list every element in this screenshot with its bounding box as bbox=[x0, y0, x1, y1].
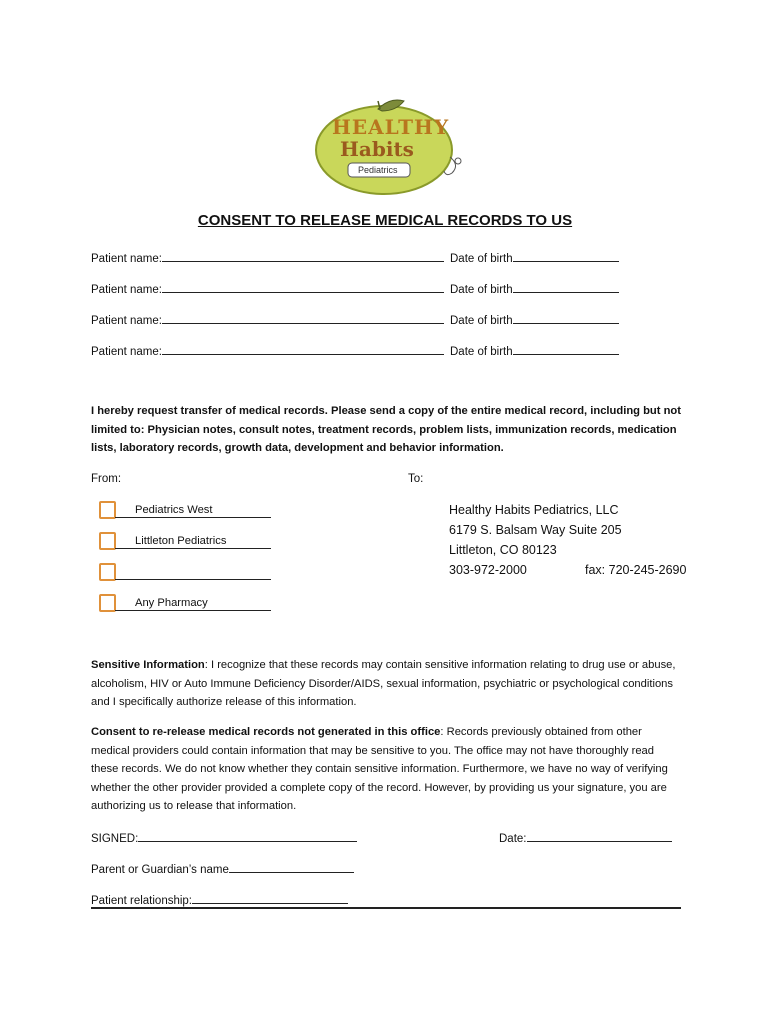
relationship-label: Patient relationship: bbox=[91, 895, 193, 907]
logo-text-habits: Habits bbox=[340, 137, 414, 161]
patient-row bbox=[91, 250, 444, 266]
patient-name-field[interactable] bbox=[162, 281, 444, 293]
to-street: 6179 S. Balsam Way Suite 205 bbox=[449, 523, 622, 537]
patient-dob bbox=[450, 250, 619, 266]
guardian-name-field[interactable] bbox=[229, 861, 354, 873]
from-checkbox-any-pharmacy[interactable] bbox=[99, 594, 116, 612]
patient-row bbox=[91, 312, 444, 328]
dob-field[interactable] bbox=[513, 312, 619, 324]
patient-name-field[interactable] bbox=[162, 343, 444, 355]
patient-dob bbox=[450, 281, 619, 297]
from-option-label: Littleton Pediatrics bbox=[135, 535, 227, 547]
request-paragraph: I hereby request transfer of medical records. Please send a copy of the entire medical record, including but not limited to: Physician notes, consult notes, treatment records, problem lists, immunization records, medication lists, laboratory records, growth data, development and behavior information. bbox=[91, 405, 681, 454]
logo-text-healthy: HEALTHY bbox=[332, 115, 450, 139]
date-label: Date: bbox=[499, 833, 527, 845]
sensitive-paragraph bbox=[91, 656, 681, 712]
from-option bbox=[115, 534, 271, 549]
logo-text-pediatrics: Pediatrics bbox=[358, 165, 398, 175]
dob-field[interactable] bbox=[513, 343, 619, 355]
page-title: CONSENT TO RELEASE MEDICAL RECORDS TO US bbox=[197, 212, 573, 229]
date-field[interactable] bbox=[527, 830, 672, 842]
date-row bbox=[499, 830, 672, 846]
rerelease-body: : Records previously obtained from other medical providers could contain information that may be sensitive to you. The office may not have thoroughly read these records. We do not know whether they contain sensitive information. Furthermore, we have no way of verifying whether the other provider provided a complete copy of the record. However, by providing us your signature, you are authorizing us to release that information. bbox=[91, 726, 668, 812]
sensitive-body: : I recognize that these records may contain sensitive information relating to drug use or abuse, alcoholism, HIV or Auto Immune Deficiency Disorder/AIDS, sexual information, psychiatric or psychological conditions and I specifically authorize release of this information. bbox=[91, 659, 676, 708]
rerelease-paragraph bbox=[91, 723, 681, 816]
from-option bbox=[115, 503, 271, 518]
dob-label: Date of birth bbox=[450, 253, 513, 265]
guardian-label: Parent or Guardian’s name bbox=[91, 864, 229, 876]
signed-label: SIGNED: bbox=[91, 833, 139, 845]
from-checkbox-pediatrics-west[interactable] bbox=[99, 501, 116, 519]
guardian-row bbox=[91, 861, 354, 877]
dob-label: Date of birth bbox=[450, 284, 513, 296]
patient-name-label: Patient name: bbox=[91, 284, 162, 296]
signed-row bbox=[91, 830, 357, 846]
from-label: From: bbox=[91, 473, 122, 485]
to-label: To: bbox=[408, 473, 424, 485]
from-option-label: Any Pharmacy bbox=[135, 597, 208, 609]
patient-dob bbox=[450, 343, 619, 359]
from-option bbox=[115, 596, 271, 611]
relationship-row bbox=[91, 892, 348, 908]
patient-name-label: Patient name: bbox=[91, 253, 162, 265]
logo bbox=[300, 95, 470, 195]
bottom-divider bbox=[91, 907, 681, 909]
rerelease-heading: Consent to re-release medical records not generated in this office bbox=[91, 726, 441, 738]
dob-field[interactable] bbox=[513, 250, 619, 262]
signature-field[interactable] bbox=[138, 830, 357, 842]
from-checkbox-littleton-pediatrics[interactable] bbox=[99, 532, 116, 550]
from-option-label: Pediatrics West bbox=[135, 504, 213, 516]
patient-name-label: Patient name: bbox=[91, 315, 162, 327]
sensitive-heading: Sensitive Information bbox=[91, 659, 205, 671]
to-name: Healthy Habits Pediatrics, LLC bbox=[449, 503, 619, 517]
dob-label: Date of birth bbox=[450, 346, 513, 358]
patient-row bbox=[91, 281, 444, 297]
patient-row bbox=[91, 343, 444, 359]
to-phone: 303-972-2000 bbox=[449, 563, 527, 577]
to-fax: fax: 720-245-2690 bbox=[585, 563, 687, 577]
to-city: Littleton, CO 80123 bbox=[449, 543, 557, 557]
dob-label: Date of birth bbox=[450, 315, 513, 327]
patient-name-label: Patient name: bbox=[91, 346, 162, 358]
from-checkbox-other[interactable] bbox=[99, 563, 116, 581]
patient-name-field[interactable] bbox=[162, 312, 444, 324]
patient-dob bbox=[450, 312, 619, 328]
from-option-blank-field[interactable] bbox=[115, 565, 271, 580]
patient-name-field[interactable] bbox=[162, 250, 444, 262]
relationship-field[interactable] bbox=[192, 892, 348, 904]
dob-field[interactable] bbox=[513, 281, 619, 293]
